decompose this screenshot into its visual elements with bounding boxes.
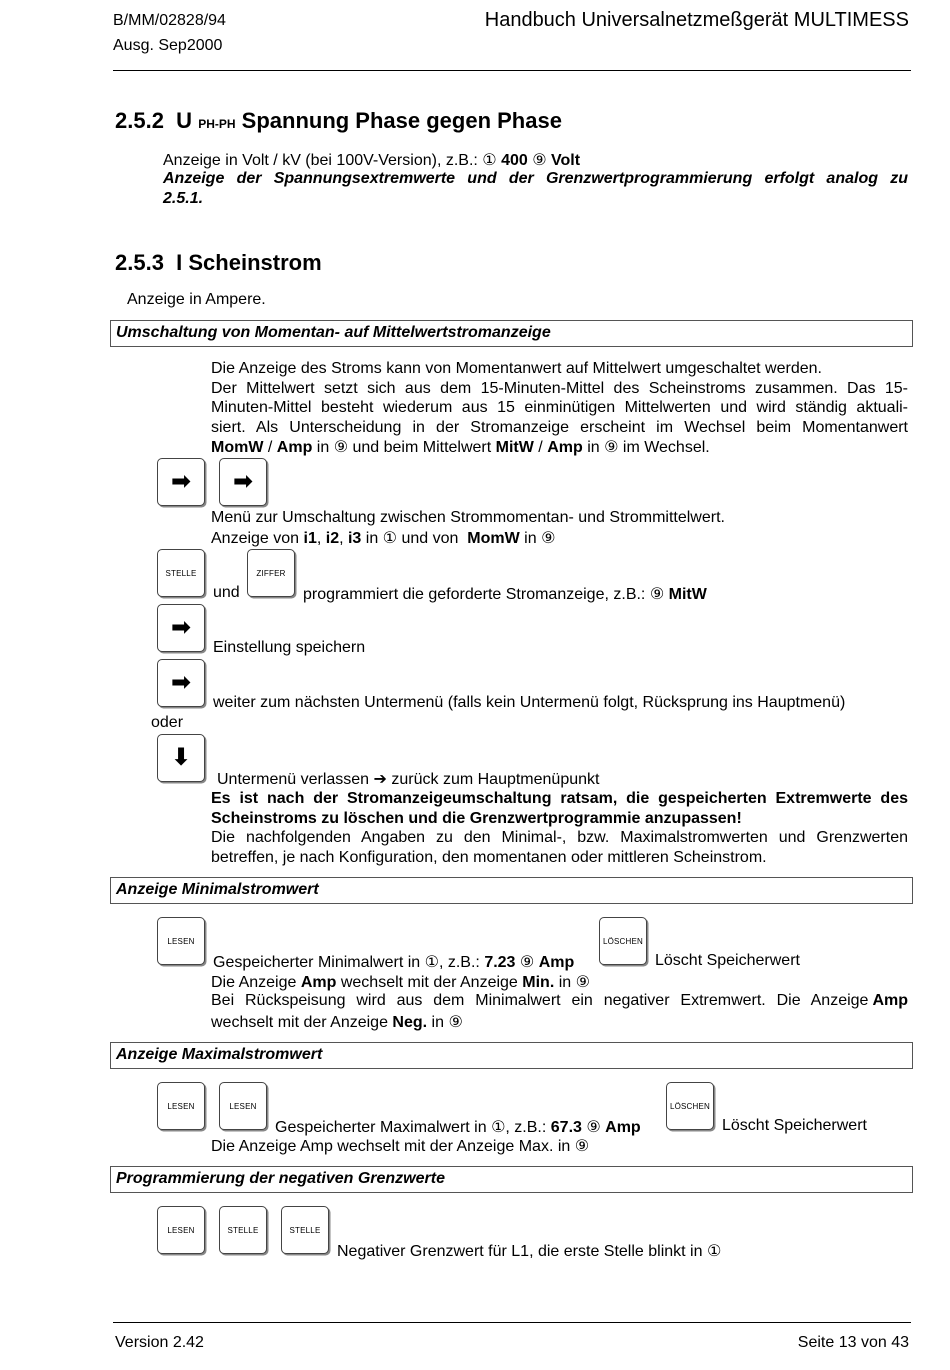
text: wechselt mit der Anzeige bbox=[211, 1014, 393, 1031]
umschaltung-p4: siert. Als Unterscheidung in der Stromanzeige erscheint im Wechsel beim Momentanwert bbox=[211, 419, 908, 437]
section-252-italic2: 2.5.1. bbox=[163, 190, 204, 207]
amp: Amp bbox=[276, 438, 313, 456]
text: programmiert die geforderte Stromanzeige, z.B.: ⑨ bbox=[303, 586, 669, 603]
box-umschaltung-title: Umschaltung von Momentan- auf Mittelwertstromanzeige bbox=[116, 324, 551, 341]
amp: Amp bbox=[300, 974, 337, 991]
section-252-line1 bbox=[163, 150, 580, 170]
circled-9: ⑨ bbox=[515, 954, 539, 971]
mitw: MitW bbox=[495, 438, 534, 456]
unit-volt: Volt bbox=[551, 152, 581, 169]
text: in ⑨ bbox=[519, 530, 556, 547]
max-value: 67.3 bbox=[550, 1119, 582, 1136]
min: Min. bbox=[522, 974, 555, 991]
arrow-right-icon: ➡ bbox=[170, 669, 192, 696]
text: in ⑨ bbox=[554, 974, 590, 991]
stelle-label: STELLE bbox=[289, 1225, 321, 1235]
arrow-right-key[interactable] bbox=[219, 458, 267, 506]
warn-line1: Es ist nach der Stromanzeigeumschaltung ratsam, die gespeicherten Extremwerte des bbox=[211, 790, 908, 807]
slash: / bbox=[533, 438, 548, 456]
footer-page: Seite 13 von 43 bbox=[797, 1334, 909, 1351]
text: Anzeige in Volt / kV (bei 100V-Version), z.B.: bbox=[163, 152, 483, 169]
box-max bbox=[110, 1042, 913, 1069]
lesen-key[interactable] bbox=[157, 917, 205, 965]
amp: Amp bbox=[605, 1119, 641, 1136]
text: Gespeicherter Minimalwert in ①, z.B.: bbox=[213, 954, 485, 971]
i3: i3 bbox=[347, 530, 362, 547]
section-252-number: 2.5.2 bbox=[115, 108, 164, 133]
text: in ① und von bbox=[361, 530, 468, 547]
text: Bei Rückspeisung wird aus dem Minimalwert ein negativer Extremwert. Die Anzeige bbox=[211, 992, 869, 1009]
text: Gespeicherter Maximalwert in ①, z.B.: bbox=[275, 1119, 551, 1136]
lesen-key[interactable] bbox=[157, 1082, 205, 1130]
max-delete-text: Löscht Speicherwert bbox=[722, 1117, 867, 1134]
neg: Neg. bbox=[392, 1014, 428, 1031]
doc-title: Handbuch Universalnetzmeßgerät MULTIMESS bbox=[484, 9, 909, 31]
text: in ⑨ bbox=[427, 1014, 463, 1031]
text: , bbox=[339, 530, 348, 547]
arrow-right-key[interactable] bbox=[157, 659, 205, 707]
box-min bbox=[110, 877, 913, 904]
min-line2 bbox=[211, 972, 590, 992]
lesen-label: LESEN bbox=[167, 936, 195, 946]
text: , bbox=[316, 530, 326, 547]
section-252-u: U bbox=[176, 108, 193, 133]
save-text: Einstellung speichern bbox=[213, 639, 366, 656]
warn-line2: Scheinstroms zu löschen und die Grenzwertprogrammie anzupassen! bbox=[211, 809, 742, 827]
text: Anzeige von bbox=[211, 530, 304, 547]
section-252-heading bbox=[115, 108, 562, 134]
mitw: MitW bbox=[668, 586, 707, 603]
verlassen-text: Untermenü verlassen ➔ zurück zum Hauptmenüpunkt bbox=[217, 771, 600, 788]
oder-text: oder bbox=[151, 714, 184, 731]
menu-line1: Menü zur Umschaltung zwischen Strommomentan- und Strommittelwert. bbox=[211, 509, 725, 526]
doc-id: B/MM/02828/94 bbox=[113, 12, 226, 29]
arrow-right-key[interactable] bbox=[157, 604, 205, 652]
amp: Amp bbox=[538, 954, 575, 971]
amp: Amp bbox=[872, 992, 908, 1009]
arrow-right-icon: ➡ bbox=[170, 614, 192, 641]
footer-version: Version 2.42 bbox=[115, 1334, 204, 1351]
min-delete-text: Löscht Speicherwert bbox=[655, 952, 800, 969]
amp: Amp bbox=[547, 438, 583, 456]
loeschen-key[interactable] bbox=[666, 1082, 714, 1130]
stelle-key[interactable] bbox=[281, 1206, 329, 1254]
circled-1: ① bbox=[482, 152, 497, 169]
loeschen-label: LÖSCHEN bbox=[669, 1101, 711, 1111]
umschaltung-p3: Minuten-Mittel besteht wiederum aus 15 einminütigen Mittelwerten und wird ständig aktuali- bbox=[211, 399, 908, 417]
arrow-down-key[interactable] bbox=[157, 734, 205, 782]
stelle-key[interactable] bbox=[219, 1206, 267, 1254]
arrow-right-key[interactable] bbox=[157, 458, 205, 506]
stelle-label: STELLE bbox=[165, 568, 197, 578]
min-line3 bbox=[211, 992, 908, 1010]
section-252-sub: PH-PH bbox=[198, 117, 236, 131]
weiter-text: weiter zum nächsten Untermenü (falls kein Untermenü folgt, Rücksprung ins Hauptmenü) bbox=[213, 694, 846, 711]
section-253-heading: 2.5.3 I Scheinstrom bbox=[115, 250, 322, 275]
ziffer-key[interactable] bbox=[247, 549, 295, 597]
value-400: 400 bbox=[501, 152, 528, 169]
min-line1 bbox=[213, 952, 574, 972]
arrow-down-icon: ⬇ bbox=[170, 744, 192, 771]
min-line4 bbox=[211, 1012, 463, 1032]
min-value: 7.23 bbox=[484, 954, 516, 971]
note-line2: betreffen, je nach Konfiguration, den momentanen oder mittleren Scheinstrom. bbox=[211, 849, 767, 867]
umschaltung-paragraph bbox=[211, 359, 908, 458]
loeschen-label: LÖSCHEN bbox=[602, 936, 644, 946]
arrow-right-icon: ➡ bbox=[170, 468, 192, 495]
text: in ⑨ im Wechsel. bbox=[582, 438, 710, 456]
umschaltung-p1: Die Anzeige des Stroms kann von Momentanwert auf Mittelwert umgeschaltet werden. bbox=[211, 360, 822, 377]
umschaltung-p5 bbox=[211, 438, 908, 458]
max-line2: Die Anzeige Amp wechselt mit der Anzeige Max. in ⑨ bbox=[211, 1138, 590, 1155]
header-rule bbox=[113, 70, 911, 71]
lesen-label: LESEN bbox=[167, 1101, 195, 1111]
lesen-key[interactable] bbox=[219, 1082, 267, 1130]
momw: MomW bbox=[467, 530, 520, 547]
neg-line1: Negativer Grenzwert für L1, die erste Stelle blinkt in ① bbox=[337, 1243, 722, 1260]
box-min-title: Anzeige Minimalstromwert bbox=[116, 881, 319, 898]
box-max-title: Anzeige Maximalstromwert bbox=[116, 1046, 323, 1063]
und-text: und bbox=[213, 584, 240, 601]
lesen-label: LESEN bbox=[229, 1101, 257, 1111]
section-253-line: Anzeige in Ampere. bbox=[127, 291, 266, 308]
circled-9: ⑨ bbox=[581, 1119, 606, 1136]
note-line1: Die nachfolgenden Angaben zu den Minimal-, bzw. Maximalstromwerten und Grenzwerten bbox=[211, 829, 908, 847]
text: Die Anzeige bbox=[211, 974, 301, 991]
box-neg-title: Programmierung der negativen Grenzwerte bbox=[116, 1170, 445, 1187]
stelle-label: STELLE bbox=[227, 1225, 259, 1235]
edition: Ausg. Sep2000 bbox=[113, 37, 223, 54]
text: in ⑨ und beim Mittelwert bbox=[312, 438, 496, 456]
section-252-italic1: Anzeige der Spannungsextremwerte und der Grenzwertprogrammierung erfolgt analog zu bbox=[163, 170, 908, 187]
menu-line2 bbox=[211, 528, 555, 548]
text: wechselt mit der Anzeige bbox=[336, 974, 523, 991]
ziffer-label: ZIFFER bbox=[256, 568, 286, 578]
lesen-key[interactable] bbox=[157, 1206, 205, 1254]
lesen-label: LESEN bbox=[167, 1225, 195, 1235]
stelle-key[interactable] bbox=[157, 549, 205, 597]
umschaltung-p2: Der Mittelwert setzt sich aus dem 15-Minuten-Mittel des Scheinstroms zusammen. Das 15- bbox=[211, 379, 908, 397]
footer-rule bbox=[113, 1322, 911, 1323]
max-line1 bbox=[275, 1117, 641, 1137]
box-umschaltung bbox=[110, 320, 913, 347]
box-neg bbox=[110, 1166, 913, 1193]
i1: i1 bbox=[303, 530, 317, 547]
arrow-right-icon: ➡ bbox=[232, 468, 254, 495]
warn-paragraph bbox=[211, 789, 908, 868]
circled-9: ⑨ bbox=[532, 152, 547, 169]
slash: / bbox=[263, 438, 277, 456]
section-252-title: Spannung Phase gegen Phase bbox=[241, 108, 562, 133]
i2: i2 bbox=[325, 530, 340, 547]
momw: MomW bbox=[211, 438, 264, 456]
loeschen-key[interactable] bbox=[599, 917, 647, 965]
prog-line bbox=[303, 584, 707, 604]
